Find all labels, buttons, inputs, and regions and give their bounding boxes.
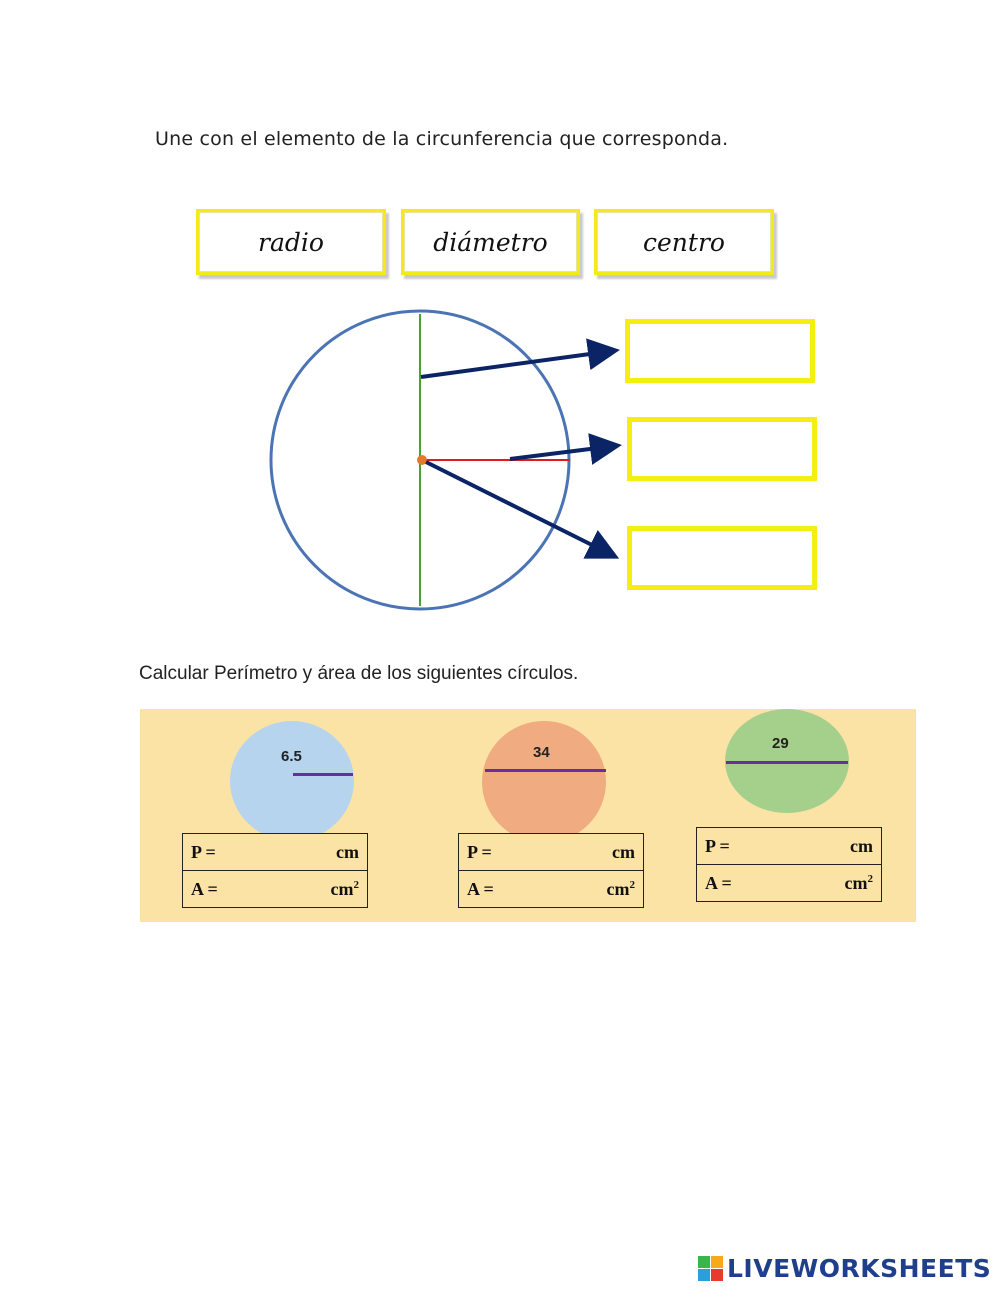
area-unit: $cm^2$ (844, 872, 873, 893)
circle-1-radius (293, 773, 353, 776)
circle-2-table (458, 833, 644, 908)
perimeter-label: P = (191, 841, 216, 862)
brand-name: LIVEWORKSHEETS (727, 1254, 992, 1283)
circle-2-value: 34 (533, 744, 550, 761)
perimeter-label: P = (705, 835, 730, 856)
answer-box-2[interactable] (627, 417, 817, 481)
instruction-match: Une con el elemento de la circunferencia que corresponda. (155, 128, 729, 150)
circles-panel (140, 709, 916, 922)
area-unit: $cm^2$ (330, 878, 359, 899)
instruction-calculate: Calcular Perímetro y área de los siguientes círculos. (139, 663, 579, 684)
circle-1-table (182, 833, 368, 908)
arrow-radius (510, 446, 614, 459)
logo-icon (698, 1256, 723, 1281)
word-card-radio[interactable]: radio (196, 209, 386, 275)
area-unit: $cm^2$ (606, 878, 635, 899)
arrow-diameter (421, 351, 612, 377)
perimeter-unit: cm (850, 835, 873, 856)
answer-box-3[interactable] (627, 526, 817, 590)
arrow-center (426, 462, 612, 555)
answer-box-1[interactable] (625, 319, 815, 383)
perimeter-unit: cm (336, 841, 359, 862)
perimeter-unit: cm (612, 841, 635, 862)
area-label: A = (705, 872, 732, 893)
circle-2 (482, 721, 606, 843)
circle-3-table (696, 827, 882, 902)
circle-2-diameter (485, 769, 606, 772)
circle-3-value: 29 (772, 735, 789, 752)
circle-3-diameter (726, 761, 848, 764)
circle-1-value: 6.5 (281, 748, 302, 765)
word-card-diametro[interactable]: diámetro (401, 209, 580, 275)
circumference-diagram (0, 0, 1000, 640)
perimeter-label: P = (467, 841, 492, 862)
circle-1 (230, 721, 354, 841)
word-card-centro[interactable]: centro (594, 209, 774, 275)
area-label: A = (467, 878, 494, 899)
liveworksheets-logo (698, 1254, 991, 1283)
area-label: A = (191, 878, 218, 899)
